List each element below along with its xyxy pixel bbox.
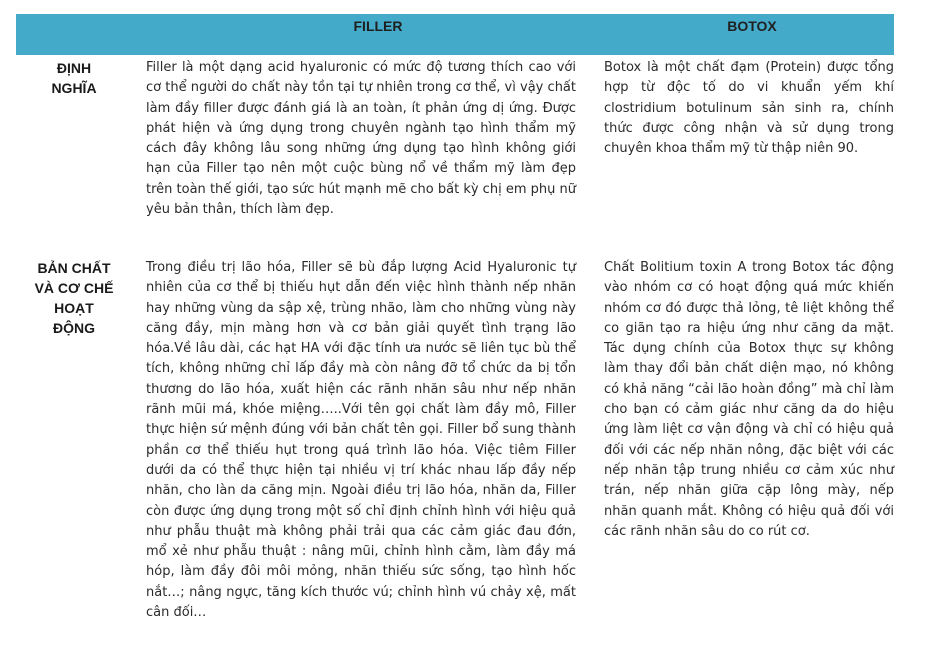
comparison-table [16, 14, 894, 668]
botox-mechanism-text: Chất Bolitium toxin A trong Botox tác động vào nhóm cơ có hoạt động quá mức khiến nhóm cơ đó được thả lỏng, tê liệt không thể co giãn tạo ra hiệu ứng như căng da mặt. Tác dụng chính của Botox thực sự không làm thay đổi bản chất diện mạo, nó không có khả năng “cải lão hoàn đồng” mà chỉ làm cho bạn có cảm giác như căng da do hiệu ứng làm liệt cơ vận động và chỉ có hiệu quả đối với các nếp nhăn nông, đặc biệt với các nếp nhăn tập trung nhiều cơ cảm xúc như trán, nếp nhăn giữa cặp lông mày, nếp nhăn quanh mắt. Không có hiệu quả đối với các rãnh nhăn sâu do co rút cơ. [604, 260, 894, 539]
row-label-line: HOẠT [54, 300, 94, 316]
table-header [16, 14, 894, 55]
table-row-mechanism [16, 258, 894, 668]
botox-definition-text: Botox là một chất đạm (Protein) được tổng hợp từ độc tố do vi khuẩn yếm khí clostridium botulinum sản sinh ra, chính thức được công nhận và sử dụng trong chuyên khoa thẩm mỹ từ thập niên 90. [604, 60, 894, 157]
header-cell-empty [16, 14, 136, 55]
row-label-mechanism [16, 258, 136, 668]
row-label-line: ĐỊNH [56, 60, 92, 76]
filler-definition-text: Filler là một dạng acid hyaluronic có mức độ tương thích cao với cơ thể người do chất này tồn tại tự nhiên trong cơ thể, vì vậy chất làm đầy filler được đánh giá là an toàn, ít phản ứng dị ứng. Được phát hiện và ứng dụng trong chuyên ngành tạo hình thẩm mỹ cách đây không lâu song những ứng dụng tạo hình không giới hạn của Filler tạo nên một cuộc bùng nổ về thẩm mỹ làm đẹp trên toàn thế giới, tạo sức hút mạnh mẽ cho bất kỳ chị em phụ nữ yêu bản thân, thích làm đẹp. [146, 60, 576, 218]
row-label-line: VÀ CƠ CHẾ [34, 280, 114, 296]
row-label-line: ĐỘNG [53, 320, 95, 336]
row-label-line: NGHĨA [51, 80, 97, 96]
row-label-definition [16, 58, 136, 258]
row-label-line: BẢN CHẤT [37, 260, 111, 276]
header-botox: BOTOX [727, 18, 777, 34]
header-filler: FILLER [353, 18, 403, 34]
table-row-definition [16, 58, 894, 258]
filler-mechanism-text: Trong điều trị lão hóa, Filler sẽ bù đắp lượng Acid Hyaluronic tự nhiên của cơ thể bị thiếu hụt dẫn đến việc hình thành nếp nhăn hay những vùng da sập xệ, trùng nhão, làm cho những vùng này căng đầy, mịn màng hơn và cơ bản giải quyết tình trạng lão hóa.Về lâu dài, các hạt HA với đặc tính ưa nước sẽ liên tục bù thể tích, không những chỉ lấp đầy mà còn nâng đỡ tổ chức da bị tổn thương do lão hóa, xuất hiện các rãnh nhăn sâu như nếp nhăn rãnh mũi má, khóe miệng…..Với tên gọi chất làm đầy mô, Filler thực hiện sứ mệnh đúng với bản chất tên gọi. Filler bổ sung thành phần cơ thể thiếu hụt trong quá trình lão hóa. Việc tiêm Filler dưới da có thể thực hiện tại nhiều vị trí khác nhau lấp đầy nếp nhăn, cho làn da căng mịn. Ngoài điều trị lão hóa, nhăn da, Filler còn được ứng dụng trong một số chỉ định chỉnh hình với hiệu quả như phẫu thuật mà không phải trải qua các cảm giác đau đớn, mổ xẻ như phẫu thuật : nâng mũi, chỉnh hình cằm, làm đầy má hóp, làm đầy đôi môi mỏng, nhăn thiếu sức sống, tạo hình hốc nắt…; nâng ngực, tăng kích thước vú; chỉnh hình vú chảy xệ, mất cân đối… [146, 260, 576, 621]
